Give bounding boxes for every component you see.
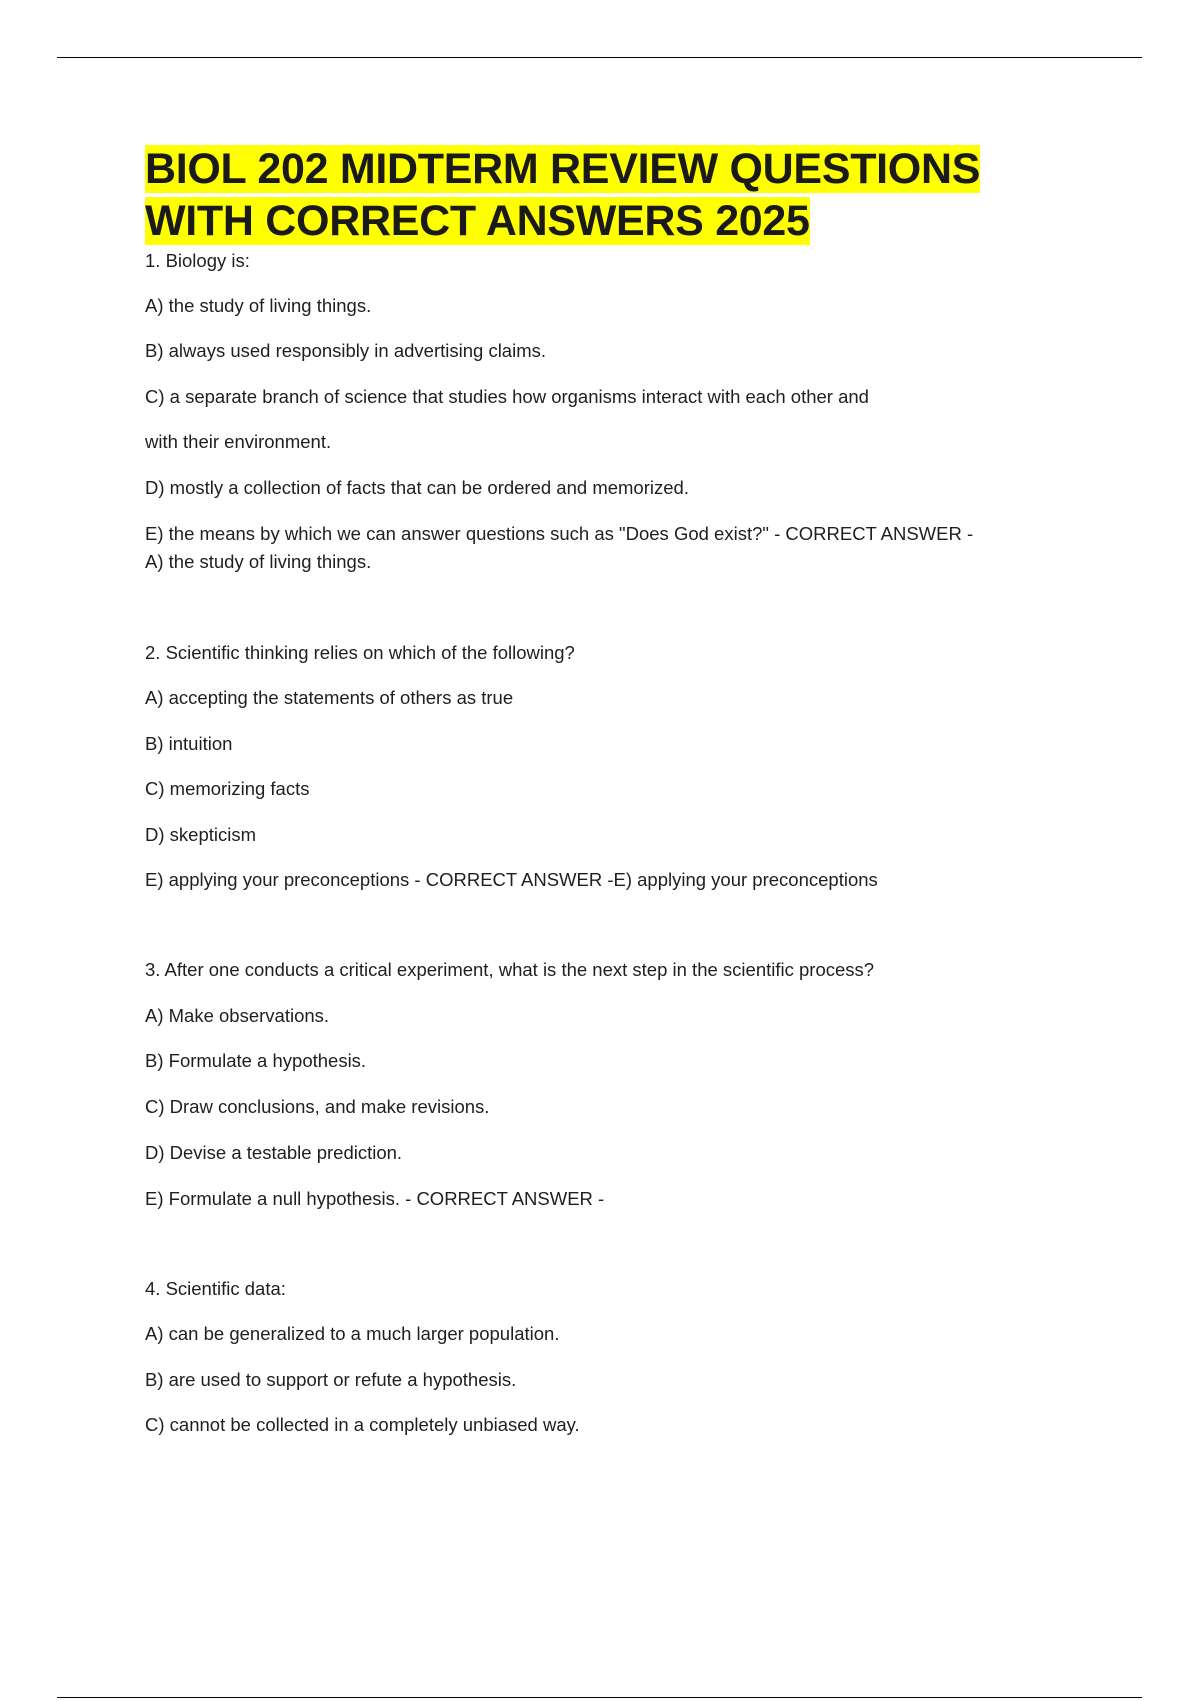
question-2-option-c: C) memorizing facts: [145, 778, 310, 799]
top-rule: [57, 57, 1142, 58]
question-3-option-c: C) Draw conclusions, and make revisions.: [145, 1096, 490, 1117]
question-4-option-a: A) can be generalized to a much larger population.: [145, 1323, 560, 1344]
question-2-option-e: E) applying your preconceptions - CORRECT ANSWER -E) applying your preconceptions: [145, 869, 878, 890]
question-3-option-b: B) Formulate a hypothesis.: [145, 1050, 367, 1071]
question-3-option-e: E) Formulate a null hypothesis. - CORRECT ANSWER -: [145, 1188, 605, 1209]
question-1-option-a: A) the study of living things.: [145, 295, 372, 316]
question-2-option-a: A) accepting the statements of others as true: [145, 687, 514, 708]
question-1-option-c-cont: with their environment.: [145, 431, 332, 452]
question-3-prompt: 3. After one conducts a critical experiment, what is the next step in the scientific process?: [145, 959, 875, 980]
title-block: [145, 143, 1045, 247]
question-1-answer: A) the study of living things.: [145, 551, 372, 572]
question-1-prompt: 1. Biology is:: [145, 250, 250, 271]
question-4-prompt: 4. Scientific data:: [145, 1278, 286, 1299]
question-4-option-c: C) cannot be collected in a completely unbiased way.: [145, 1414, 580, 1435]
question-1-option-c: C) a separate branch of science that studies how organisms interact with each other and: [145, 386, 869, 407]
question-4-option-b: B) are used to support or refute a hypothesis.: [145, 1369, 517, 1390]
question-2-prompt: 2. Scientific thinking relies on which of the following?: [145, 642, 575, 663]
question-1-option-b: B) always used responsibly in advertising claims.: [145, 340, 547, 361]
question-3-option-a: A) Make observations.: [145, 1005, 330, 1026]
document-title: [145, 143, 1045, 247]
bottom-rule: [57, 1697, 1142, 1698]
title-line-2: WITH CORRECT ANSWERS 2025: [145, 197, 810, 245]
question-1-option-d: D) mostly a collection of facts that can be ordered and memorized.: [145, 477, 689, 498]
question-2-option-d: D) skepticism: [145, 824, 257, 845]
title-line-1: BIOL 202 MIDTERM REVIEW QUESTIONS: [145, 145, 981, 193]
question-2-option-b: B) intuition: [145, 733, 233, 754]
question-1-option-e: E) the means by which we can answer questions such as "Does God exist?" - CORRECT ANSWER -: [145, 523, 974, 544]
question-3-option-d: D) Devise a testable prediction.: [145, 1142, 403, 1163]
